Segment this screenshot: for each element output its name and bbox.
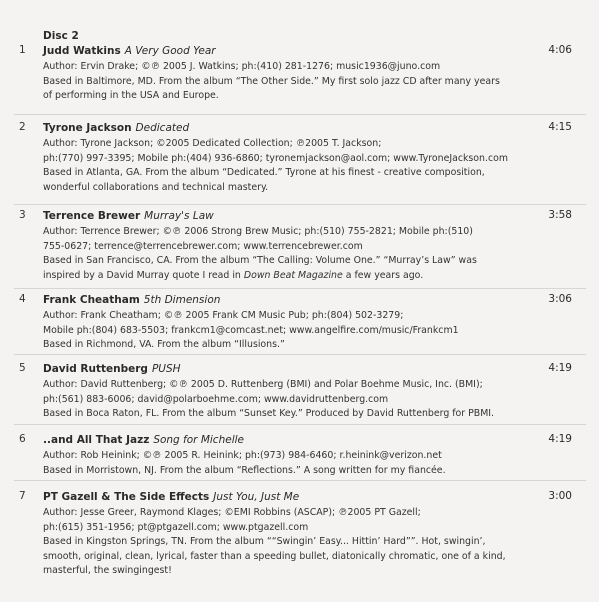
divider [14,288,586,289]
track-heading [43,209,214,223]
track-heading [43,362,181,376]
divider [14,354,586,355]
track-credit: Author: Tyrone Jackson; ©2005 Dedicated Collection; ℗2005 T. Jackson; [43,138,382,149]
track-note: Based in Richmond, VA. From the album “Illusions.” [43,339,285,350]
track-artist: ..and All That Jazz [43,434,150,446]
track-number: 2 [19,121,26,133]
track-duration: 4:06 [548,44,572,56]
track-song: Song for Michelle [153,434,244,446]
track-note: smooth, original, clean, lyrical, faster than a speeding bullet, diatonically chromatic, one of a kind, [43,550,506,562]
track-note: Based in Boca Raton, FL. From the album “Sunset Key.” Produced by David Ruttenberg for PBMI. [43,408,495,419]
track-note-part: a few years ago. [342,269,424,281]
divider [14,204,586,205]
track-note: of performing in the USA and Europe. [43,90,219,101]
track-heading [43,44,216,58]
track-duration: 3:58 [548,209,572,221]
track-number: 4 [19,293,26,305]
track-credit: ph:(770) 997-3395; Mobile ph:(404) 936-6860; tyronemjackson@aol.com; www.TyroneJackson.com [43,152,508,164]
track-heading [43,490,299,504]
track-song: 5th Dimension [143,294,221,306]
track-credit: Author: Jesse Greer, Raymond Klages; ©EMI Robbins (ASCAP); ℗2005 PT Gazell; [43,507,421,518]
track-song: Just You, Just Me [213,491,300,503]
track-duration: 3:00 [548,490,572,502]
track-duration: 4:19 [548,433,572,445]
track-artist: Frank Cheatham [43,294,140,306]
divider [14,480,586,481]
track-credit: ph:(615) 351-1956; pt@ptgazell.com; www.ptgazell.com [43,521,309,533]
track-number: 7 [19,490,26,502]
track-credit: Author: Rob Heinink; ©℗ 2005 R. Heinink; ph:(973) 984-6460; r.heinink@verizon.net [43,450,442,461]
track-duration: 3:06 [548,293,572,305]
track-note: Based in Atlanta, GA. From the album “Dedicated.” Tyrone at his finest - creative composition, [43,167,485,178]
track-details [43,60,523,104]
track-credit: 755-0627; terrence@terrencebrewer.com; www.terrencebrewer.com [43,240,363,252]
track-song: Dedicated [135,122,190,134]
track-duration: 4:15 [548,121,572,133]
track-artist: Tyrone Jackson [43,122,132,134]
track-song: PUSH [151,363,181,375]
track-credit: Author: Frank Cheatham; ©℗ 2005 Frank CM Music Pub; ph:(804) 502-3279; [43,310,404,321]
track-song: Murray's Law [144,210,214,222]
track-number: 3 [19,209,26,221]
track-details [43,225,523,283]
track-note: Based in Kingston Springs, TN. From the album ““Swingin’ Easy... Hittin’ Hard””. Hot, swingin’, [43,536,486,547]
track-credit: Author: Ervin Drake; ©℗ 2005 J. Watkins; ph:(410) 281-1276; music1936@juno.com [43,61,441,72]
track-note [43,269,523,284]
track-artist: Judd Watkins [43,45,121,57]
divider [14,114,586,115]
track-heading [43,121,189,135]
track-credit: ph:(561) 883-6006; david@polarboehme.com; www.davidruttenberg.com [43,393,389,405]
track-duration: 4:19 [548,362,572,374]
track-note-part: inspired by a David Murray quote I read in [43,269,244,281]
track-heading [43,433,244,447]
magazine-title: Down Beat Magazine [243,269,343,281]
divider [14,424,586,425]
track-credit: Author: David Ruttenberg; ©℗ 2005 D. Ruttenberg (BMI) and Polar Boehme Music, Inc. (BMI); [43,379,483,390]
track-credit: Mobile ph:(804) 683-5503; frankcm1@comcast.net; www.angelfire.com/music/Frankcm1 [43,324,459,336]
track-number: 1 [19,44,26,56]
track-song: A Very Good Year [124,45,216,57]
track-note: wonderful collaborations and technical mastery. [43,181,269,193]
track-details [43,378,523,422]
track-credit: Author: Terrence Brewer; ©℗ 2006 Strong Brew Music; ph:(510) 755-2821; Mobile ph:(510) [43,226,473,237]
track-details [43,449,523,478]
track-details [43,309,523,353]
track-note: Based in Baltimore, MD. From the album “The Other Side.” My first solo jazz CD after many years [43,75,500,87]
track-number: 6 [19,433,26,445]
track-note: Based in San Francisco, CA. From the album “The Calling: Volume One.” “Murray’s Law” was [43,255,477,266]
track-note: Based in Morristown, NJ. From the album “Reflections.” A song written for my fiancée. [43,464,446,476]
track-number: 5 [19,362,26,374]
disc-heading: Disc 2 [43,30,79,42]
track-artist: Terrence Brewer [43,210,141,222]
track-note: masterful, the swingingest! [43,565,172,576]
track-details [43,137,523,195]
track-heading [43,293,220,307]
track-artist: PT Gazell & The Side Effects [43,491,210,503]
track-artist: David Ruttenberg [43,363,148,375]
track-details [43,506,523,579]
